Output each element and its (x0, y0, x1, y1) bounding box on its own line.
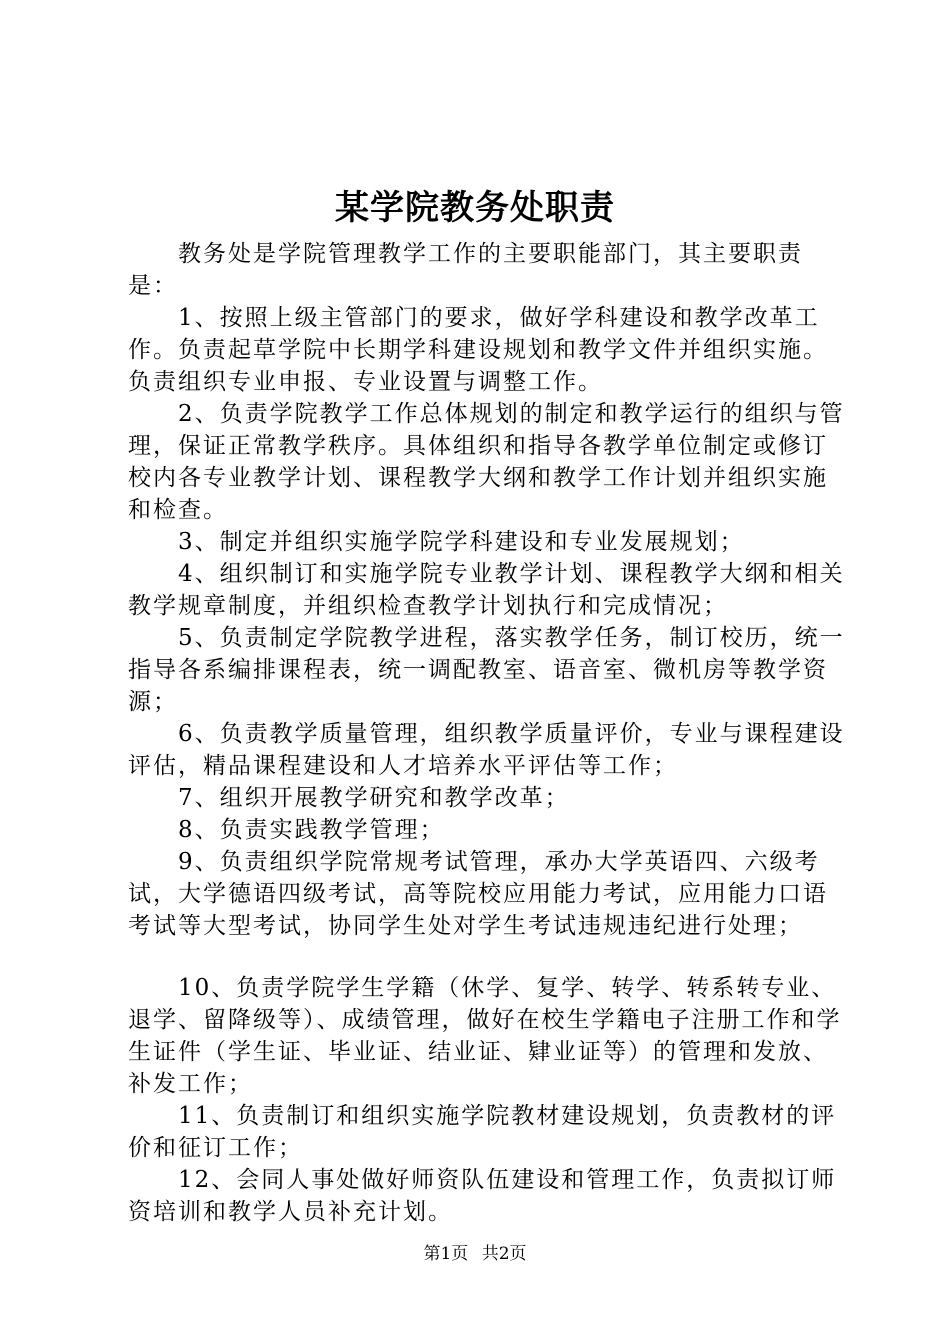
duty-item-1: 1、按照上级主管部门的要求，做好学科建设和教学改革工作。负责起草学院中长期学科建设规划和教学文件并组织实施。负责组织专业申报、专业设置与调整工作。 (128, 305, 828, 395)
duty-item-3: 3、制定并组织实施学院学科建设和专业发展规划； (178, 529, 745, 555)
duty-item-6: 6、负责教学质量管理，组织教学质量评价，专业与课程建设评估，精品课程建设和人才培养水平评估等工作； (128, 721, 845, 779)
duty-item-7: 7、组织开展教学研究和教学改革； (178, 785, 570, 811)
duty-item-8: 8、负责实践教学管理； (178, 817, 445, 843)
duty-item-10: 10、负责学院学生学籍（休学、复学、转学、转系转专业、退学、留降级等）、成绩管理，做好在校生学籍电子注册工作和学生证件（学生证、毕业证、结业证、肄业证等）的管理和发放、补发工作； (128, 975, 842, 1097)
page-footer (0, 1242, 950, 1266)
duty-item-11: 11、负责制订和组织实施学院教材建设规划，负责教材的评价和征订工作； (128, 1103, 837, 1161)
intro-paragraph: 教务处是学院管理教学工作的主要职能部门，其主要职责是： (128, 241, 803, 299)
document-title: 某学院教务处职责 (335, 188, 615, 228)
duty-item-2: 2、负责学院教学工作总体规划的制定和教学运行的组织与管理，保证正常教学秩序。具体组织和指导各教学单位制定或修订校内各专业教学计划、课程教学大纲和教学工作计划并组织实施和检查。 (128, 401, 845, 523)
page-total: 共2页 (481, 1244, 527, 1264)
page-number: 第1页 (423, 1244, 469, 1264)
duty-item-4: 4、组织制订和实施学院专业教学计划、课程教学大纲和相关教学规章制度，并组织检查教学计划执行和完成情况； (128, 561, 845, 619)
document-body (128, 238, 848, 1228)
duty-item-9: 9、负责组织学院常规考试管理，承办大学英语四、六级考试，大学德语四级考试，高等院校应用能力考试，应用能力口语考试等大型考试，协同学生处对学生考试违规违纪进行处理； (128, 849, 828, 939)
duty-item-5: 5、负责制定学院教学进程，落实教学任务，制订校历，统一指导各系编排课程表，统一调配教室、语音室、微机房等教学资源； (128, 625, 845, 715)
duty-item-12: 12、会同人事处做好师资队伍建设和管理工作，负责拟订师资培训和教学人员补充计划。 (128, 1167, 837, 1225)
